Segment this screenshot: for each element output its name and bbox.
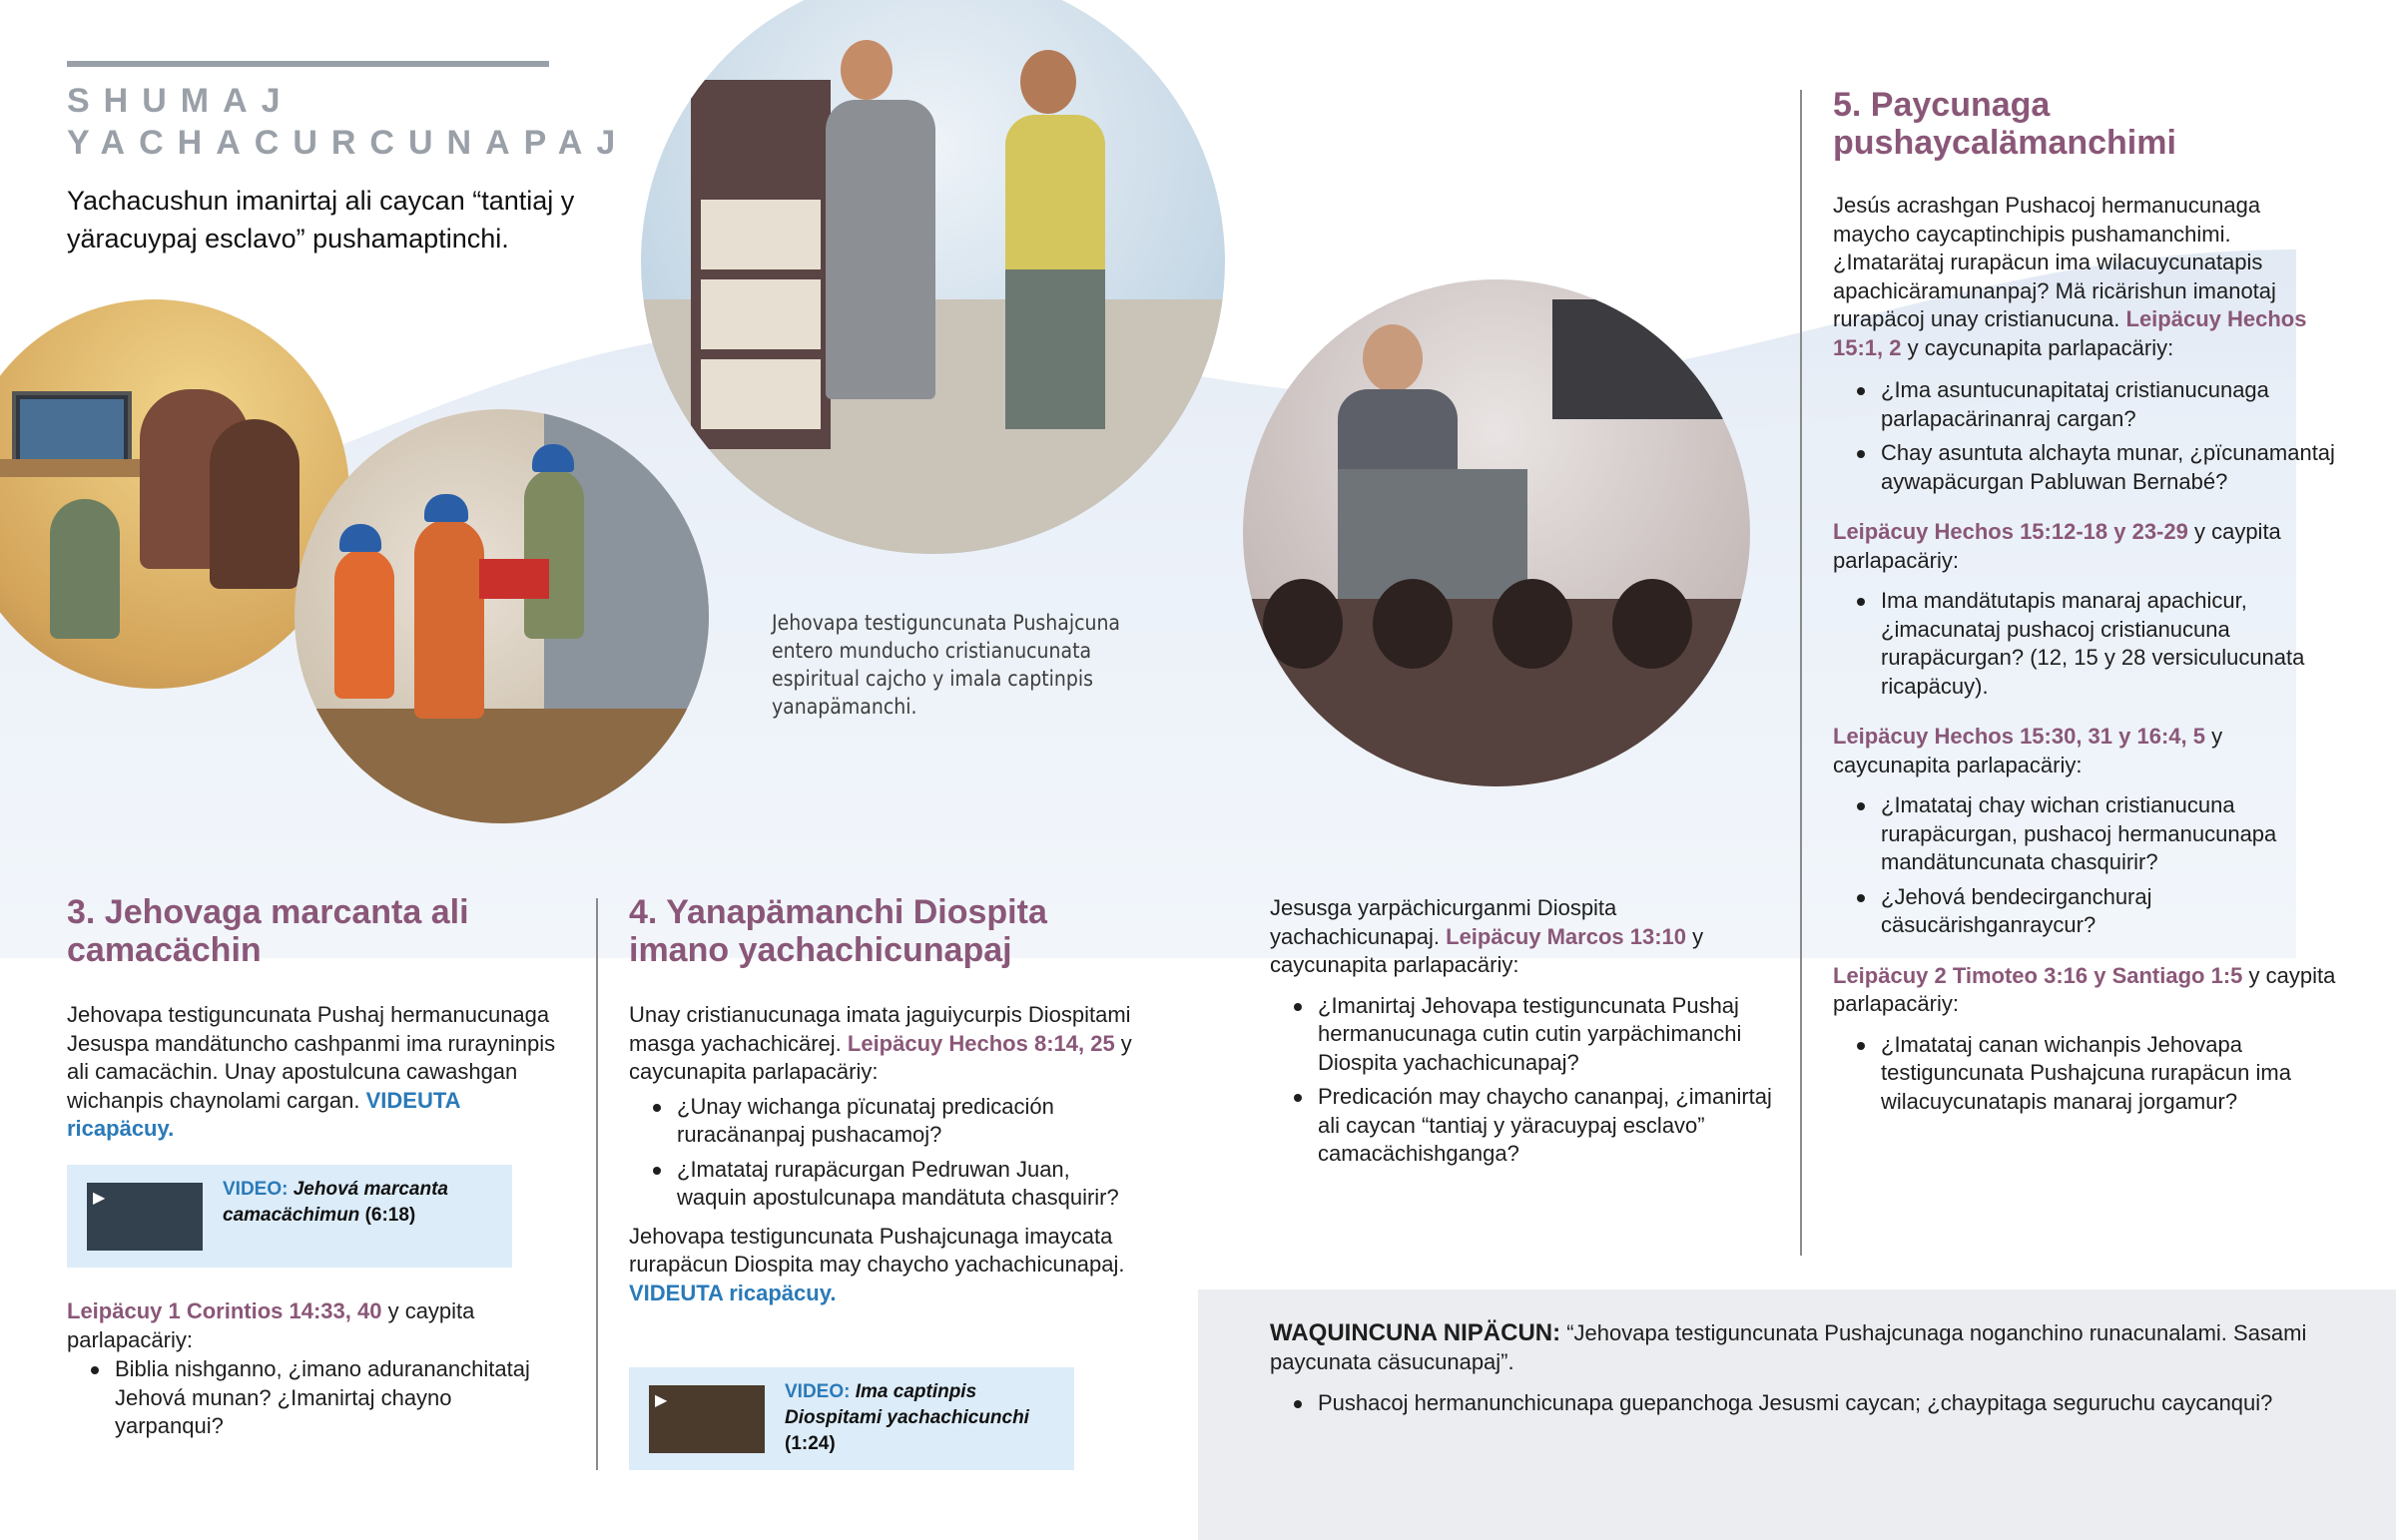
kicker-line-2: YACHACURCUNAPAJ — [67, 124, 630, 162]
column-divider — [1800, 90, 1802, 1256]
others-say-text: WAQUINCUNA NIPÄCUN: “Jehovapa testiguncunata Pushajcunaga noganchino runacunalami. Sasami paycunata cäsucunapaj”. — [1270, 1319, 2307, 1374]
list-item: Predicación may chaycho cananpaj, ¿imanirtaj ali caycan “tantiaj y yäracuypaj esclavo” camacächishganga? — [1270, 1083, 1779, 1169]
header-rule — [67, 61, 549, 67]
list-item: ¿Jehová bendecirganchuraj cäsucärishganraycur? — [1833, 883, 2342, 940]
scripture-link[interactable]: Leipäcuy 1 Corintios 14:33, 40 — [67, 1298, 382, 1323]
section-4-title: 4. Yanapämanchi Diospita imano yachachicunapaj — [629, 893, 1047, 969]
middle-questions — [1270, 992, 1779, 1169]
others-say-questions — [1270, 1389, 2328, 1424]
section-5-intro: Jesús acrashgan Pushacoj hermanucunaga maycho caycaptinchipis pushamanchimi. ¿Imatarätaj rurapäcun ima wilacuycunatapis apachicäramunanpaj? Mä ricärishun imanotaj rurapäcoj unay cristianucuna. Leipäcuy Hechos 15:1, 2 y caycunapita parlapacäriy: — [1833, 193, 2307, 360]
list-item: ¿Unay wichanga pïcunataj predicación ruracänanpaj pushacamoj? — [629, 1093, 1133, 1150]
section-3-video-link[interactable]: VIDEUTA ricapäcuy. — [67, 1087, 460, 1141]
section-5-questions-1 — [1833, 376, 2342, 496]
play-icon: ▶ — [655, 1392, 668, 1409]
section-3-video-label: VIDEO: Jehová marcanta camacächimun (6:18) — [223, 1179, 448, 1226]
list-item: Biblia nishganno, ¿imano adurananchitataj Jehová munan? ¿Imanirtaj chayno yarpanqui? — [67, 1355, 566, 1441]
section-kicker — [67, 80, 666, 164]
section-5-title: 5. Paycunaga pushaycalämanchimi — [1833, 86, 2176, 162]
section-4-questions — [629, 1093, 1133, 1213]
speaker-podium-illustration — [1243, 279, 1750, 786]
scripture-link[interactable]: Leipäcuy 2 Timoteo 3:16 y Santiago 1:5 — [1833, 962, 2243, 988]
section-3-video-card[interactable] — [67, 1165, 512, 1268]
scripture-link[interactable]: Leipäcuy Hechos 15:30, 31 y 16:4, 5 — [1833, 724, 2205, 749]
scripture-link[interactable]: Leipäcuy Hechos 15:1, 2 — [1833, 306, 2307, 360]
list-item: Chay asuntuta alchayta munar, ¿pïcunamantaj aywapäcurgan Pabluwan Bernabé? — [1833, 439, 2342, 496]
section-3-read: Leipäcuy 1 Corintios 14:33, 40 y caypita parlapacäriy: — [67, 1298, 475, 1352]
section-4-video-link[interactable]: VIDEUTA ricapäcuy. — [629, 1280, 837, 1305]
couple-literature-cart-illustration — [641, 0, 1225, 554]
section-5-read-4: Leipäcuy 2 Timoteo 3:16 y Santiago 1:5 y caypita parlapacäriy: — [1833, 962, 2336, 1016]
middle-intro: Jesusga yarpächicurganmi Diospita yachachicunapaj. Leipäcuy Marcos 13:10 y caycunapita parlapacäriy: — [1270, 895, 1704, 977]
section-5 — [1833, 86, 2342, 1122]
list-item: ¿Imatataj chay wichan cristianucuna rurapäcurgan, pushacoj hermanucunapa mandätuncunata chasquirir? — [1833, 791, 2342, 877]
list-item: ¿Imanirtaj Jehovapa testiguncunata Pushaj hermanucunaga cutin cutin yarpächimanchi Diospita yachachicunapaj? — [1270, 992, 1779, 1078]
lead-text: Yachacushun imanirtaj ali caycan “tantiaj y yäracuypaj esclavo” pushamaptinchi. — [67, 186, 575, 254]
video-thumbnail[interactable] — [649, 1385, 765, 1453]
list-item: ¿Imatataj rurapäcurgan Pedruwan Juan, waquin apostulcunapa mandätuta chasquirir? — [629, 1156, 1133, 1213]
list-item: ¿Imatataj canan wichanpis Jehovapa testiguncunata Pushajcuna rurapäcun ima wilacuycunatapis manaraj jorgamur? — [1833, 1031, 2342, 1117]
others-say-box — [1198, 1289, 2396, 1540]
section-4-intro: Unay cristianucunaga imata jaguiycurpis Diospitami masga yachachicärej. Leipäcuy Hechos 8:14, 25 y caycunapita parlapacäriy: — [629, 1002, 1132, 1084]
list-item: Pushacoj hermanunchicunapa guepanchoga Jesusmi caycan; ¿chaypitaga seguruchu caycanqui? — [1270, 1389, 2328, 1418]
section-3 — [67, 893, 566, 1144]
scripture-link[interactable]: Leipäcuy Hechos 8:14, 25 — [847, 1030, 1115, 1056]
scripture-link[interactable]: Leipäcuy Hechos 15:12-18 y 23-29 — [1833, 519, 2188, 544]
section-4-body: Jehovapa testiguncunata Pushajcunaga imaycata rurapäcun Diospita may chaycho yachachicunapaj. VIDEUTA ricapäcuy. — [629, 1223, 1125, 1305]
section-5-questions-2 — [1833, 587, 2342, 701]
illustration-caption: Jehovapa testiguncunata Pushajcuna entero munducho cristianucunata espiritual cajcho y imala captinpis yanapämanchi. — [772, 611, 1120, 719]
list-item: Ima mandätutapis manaraj apachicur, ¿imacunataj pushacoj cristianucuna rurapäcurgan? (12, 15 y 28 versiculucunata ricapäcuy). — [1833, 587, 2342, 701]
section-5-read-2: Leipäcuy Hechos 15:12-18 y 23-29 y caypita parlapacäriy: — [1833, 519, 2281, 573]
kicker-line-1: SHUMAJ — [67, 82, 295, 120]
list-item: ¿Ima asuntucunapitataj cristianucunaga parlapacärinanraj cargan? — [1833, 376, 2342, 433]
section-4-video-label: VIDEO: Ima captinpis Diospitami yachachicunchi (1:24) — [785, 1381, 1029, 1454]
section-4-video-card[interactable] — [629, 1367, 1074, 1470]
section-5-questions-4 — [1833, 1031, 2342, 1117]
column-divider — [596, 898, 598, 1470]
section-3-body: Jehovapa testiguncunata Pushaj hermanucunaga Jesuspa mandätuncho cashpanmi ima rurayninpis ali camacächin. Unay apostulcuna cawashgan wichanpis chaynolami cargan. VIDEUTA ricapäcuy. — [67, 1002, 556, 1141]
play-icon: ▶ — [93, 1190, 106, 1207]
section-4 — [629, 893, 1133, 1307]
scripture-link[interactable]: Leipäcuy Marcos 13:10 — [1446, 923, 1687, 949]
section-3-title: 3. Jehovaga marcanta ali camacächin — [67, 893, 469, 969]
section-3-questions — [67, 1355, 566, 1447]
section-5-questions-3 — [1833, 791, 2342, 940]
section-5-read-3: Leipäcuy Hechos 15:30, 31 y 16:4, 5 y caycunapita parlapacäriy: — [1833, 724, 2223, 777]
video-thumbnail[interactable] — [87, 1183, 203, 1251]
section-4-continued — [1270, 894, 1779, 1175]
